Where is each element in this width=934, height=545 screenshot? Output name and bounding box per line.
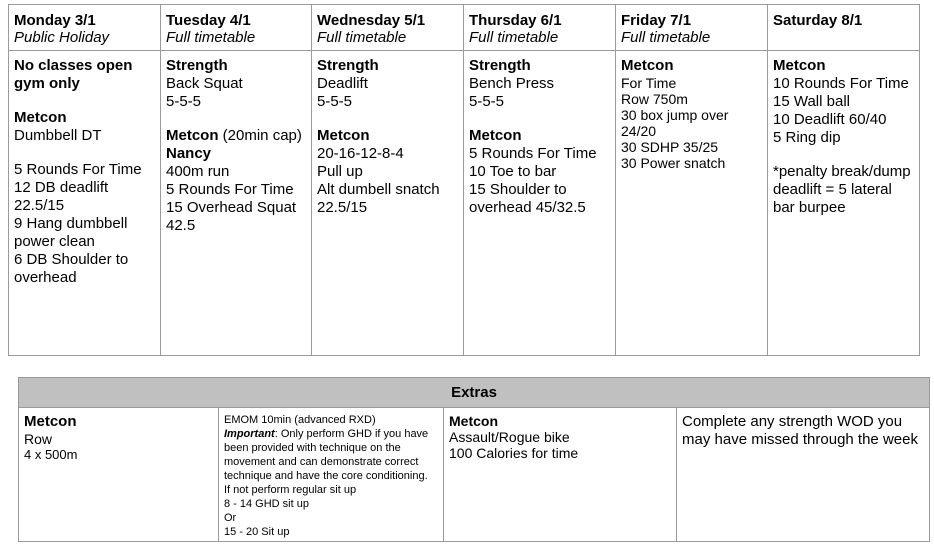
metcon-title: Metcon bbox=[469, 127, 522, 144]
notice-text: gym only bbox=[14, 75, 80, 92]
extras-emom-ghd bbox=[219, 408, 444, 542]
workout-line: 12 DB deadlift bbox=[14, 179, 109, 196]
emom-line: EMOM 10min (advanced RXD) bbox=[224, 414, 376, 426]
workout-line: 4 x 500m bbox=[24, 447, 78, 462]
day-subtitle: Full timetable bbox=[469, 29, 559, 46]
workout-line: 10 Deadlift 60/40 bbox=[773, 111, 887, 128]
extras-header-row bbox=[19, 378, 930, 408]
workout-line: Alt dumbell snatch bbox=[317, 181, 440, 198]
metcon-title: Metcon bbox=[449, 413, 498, 429]
workout-line: 5 Rounds For Time bbox=[469, 145, 597, 162]
extras-strength-makeup bbox=[677, 408, 930, 542]
workout-line: 6 DB Shoulder to bbox=[14, 251, 129, 268]
penalty-note: *penalty break/dump bbox=[773, 163, 911, 180]
day-header-thursday bbox=[464, 5, 616, 51]
notice-text: No classes open bbox=[14, 57, 133, 74]
strength-line: Deadlift bbox=[317, 75, 368, 92]
workout-line: 15 Overhead Squat bbox=[166, 199, 297, 216]
workout-line: 22.5/15 bbox=[317, 199, 368, 216]
workout-friday bbox=[616, 51, 768, 356]
day-name: Thursday 6/1 bbox=[469, 12, 562, 29]
day-name: Wednesday 5/1 bbox=[317, 12, 426, 29]
workout-line: overhead bbox=[14, 269, 77, 286]
workout-line: technique and have the core conditioning. bbox=[224, 470, 428, 482]
important-text: : Only perform GHD if you have bbox=[274, 428, 429, 440]
workout-line: 24/20 bbox=[621, 123, 657, 139]
day-header-monday bbox=[9, 5, 161, 51]
workout-line: 30 box jump over bbox=[621, 107, 729, 123]
extras-row bbox=[19, 408, 930, 542]
metcon-cap: (20min cap) bbox=[222, 127, 302, 144]
day-subtitle: Full timetable bbox=[166, 29, 256, 46]
workout-line: 15 Wall ball bbox=[773, 93, 850, 110]
extras-row-metcon bbox=[19, 408, 219, 542]
workout-line: power clean bbox=[14, 233, 95, 250]
workout-line: 15 - 20 Sit up bbox=[224, 526, 290, 538]
day-header-wednesday bbox=[312, 5, 464, 51]
workout-line: movement and can demonstrate correct bbox=[224, 456, 419, 468]
workout-line: 8 - 14 GHD sit up bbox=[224, 498, 309, 510]
strength-title: Strength bbox=[166, 57, 228, 74]
strength-line: 5-5-5 bbox=[317, 93, 353, 110]
day-subtitle: Full timetable bbox=[621, 29, 711, 46]
workout-tuesday bbox=[161, 51, 312, 356]
day-header-tuesday bbox=[161, 5, 312, 51]
day-name: Tuesday 4/1 bbox=[166, 12, 251, 29]
important-label: Important bbox=[224, 428, 275, 440]
workout-line: 30 SDHP 35/25 bbox=[621, 139, 719, 155]
workout-monday bbox=[9, 51, 161, 356]
workout-line: For Time bbox=[621, 75, 677, 91]
workout-line: 30 Power snatch bbox=[621, 155, 726, 171]
day-header-saturday bbox=[768, 5, 920, 51]
workout-line: overhead 45/32.5 bbox=[469, 199, 586, 216]
workout-line: 100 Calories for time bbox=[449, 445, 579, 461]
workout-line: 5 Rounds For Time bbox=[166, 181, 294, 198]
workout-line: 22.5/15 bbox=[14, 197, 65, 214]
workout-thursday bbox=[464, 51, 616, 356]
strength-title: Strength bbox=[469, 57, 531, 74]
workout-line: 400m run bbox=[166, 163, 230, 180]
note-line: Complete any strength WOD you bbox=[682, 413, 903, 430]
workout-line: 20-16-12-8-4 bbox=[317, 145, 404, 162]
weekly-timetable bbox=[8, 4, 920, 356]
day-header-friday bbox=[616, 5, 768, 51]
metcon-name: Dumbbell DT bbox=[14, 127, 102, 144]
metcon-title: Metcon bbox=[317, 127, 370, 144]
workout-line: 9 Hang dumbbell bbox=[14, 215, 128, 232]
note-line: may have missed through the week bbox=[682, 431, 918, 448]
metcon-title: Metcon bbox=[24, 413, 77, 430]
metcon-title: Metcon bbox=[621, 57, 674, 74]
workout-line: 10 Toe to bar bbox=[469, 163, 557, 180]
strength-line: Bench Press bbox=[469, 75, 555, 92]
workout-line: 5 Rounds For Time bbox=[14, 161, 142, 178]
strength-line: 5-5-5 bbox=[469, 93, 505, 110]
workout-line: Or bbox=[224, 512, 237, 524]
important-line bbox=[224, 427, 438, 441]
workout-line: Assault/Rogue bike bbox=[449, 429, 570, 445]
metcon-heading bbox=[166, 127, 306, 145]
metcon-title: Metcon bbox=[14, 109, 67, 126]
workout-row bbox=[9, 51, 920, 356]
strength-line: 5-5-5 bbox=[166, 93, 202, 110]
workout-line: Pull up bbox=[317, 163, 363, 180]
extras-bike-metcon bbox=[444, 408, 677, 542]
workout-line: 10 Rounds For Time bbox=[773, 75, 909, 92]
penalty-note: bar burpee bbox=[773, 199, 846, 216]
metcon-name: Nancy bbox=[166, 145, 212, 162]
strength-title: Strength bbox=[317, 57, 379, 74]
workout-line: been provided with technique on the bbox=[224, 442, 401, 454]
metcon-title: Metcon bbox=[773, 57, 826, 74]
day-subtitle: Full timetable bbox=[317, 29, 407, 46]
extras-table bbox=[18, 377, 930, 542]
workout-line: If not perform regular sit up bbox=[224, 484, 357, 496]
day-name: Saturday 8/1 bbox=[773, 12, 863, 29]
workout-line: Row bbox=[24, 431, 53, 447]
workout-saturday bbox=[768, 51, 920, 356]
day-name: Monday 3/1 bbox=[14, 12, 96, 29]
strength-line: Back Squat bbox=[166, 75, 243, 92]
day-name: Friday 7/1 bbox=[621, 12, 692, 29]
metcon-title: Metcon bbox=[166, 127, 219, 144]
workout-line: 15 Shoulder to bbox=[469, 181, 567, 198]
workout-wednesday bbox=[312, 51, 464, 356]
workout-line: 5 Ring dip bbox=[773, 129, 841, 146]
extras-header: Extras bbox=[19, 378, 930, 408]
workout-line: 42.5 bbox=[166, 217, 196, 234]
penalty-note: deadlift = 5 lateral bbox=[773, 181, 892, 198]
day-subtitle: Public Holiday bbox=[14, 29, 110, 46]
workout-line: Row 750m bbox=[621, 91, 688, 107]
day-header-row bbox=[9, 5, 920, 51]
